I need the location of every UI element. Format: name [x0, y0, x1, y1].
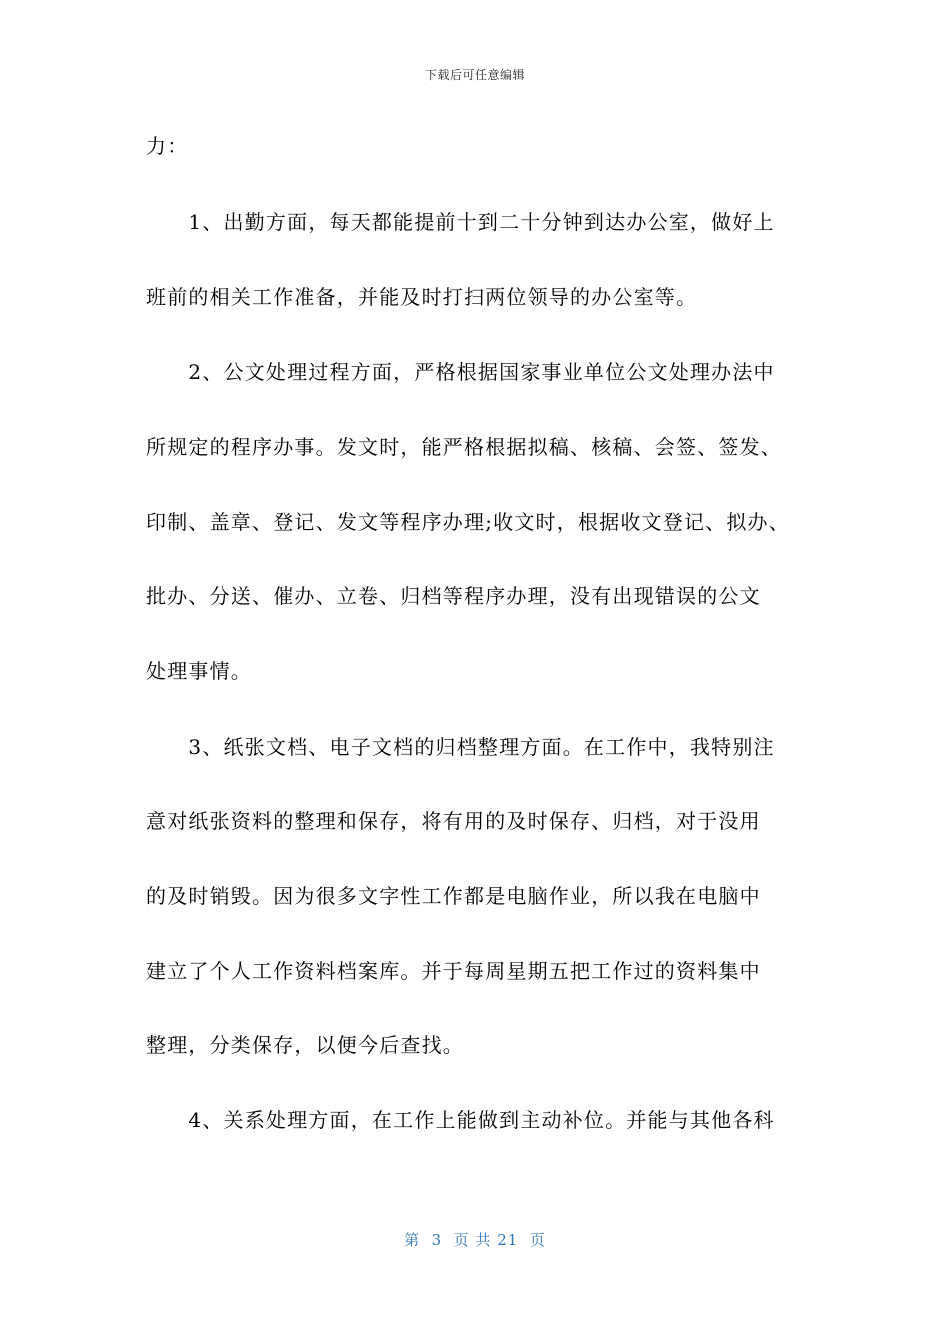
text-line: 2、公文处理过程方面，严格根据国家事业单位公文处理办法中 — [146, 360, 775, 384]
text-line: 4、关系处理方面，在工作上能做到主动补位。并能与其他各科 — [146, 1108, 775, 1132]
text-line: 力： — [146, 134, 189, 158]
text-line: 3、纸张文档、电子文档的归档整理方面。在工作中，我特别注 — [146, 735, 775, 759]
header-note: 下载后可任意编辑 — [424, 68, 525, 82]
text-line: 班前的相关工作准备，并能及时打扫两位领导的办公室等。 — [146, 285, 698, 309]
text-line: 建立了个人工作资料档案库。并于每周星期五把工作过的资料集中 — [146, 959, 761, 983]
text-line: 所规定的程序办事。发文时，能严格根据拟稿、核稿、会签、签发、 — [146, 435, 782, 459]
text-line: 1、出勤方面，每天都能提前十到二十分钟到达办公室，做好上 — [146, 210, 775, 234]
page-number-footer: 第 3 页 共 21 页 — [404, 1231, 546, 1249]
text-line: 处理事情。 — [146, 659, 252, 683]
text-line: 的及时销毁。因为很多文字性工作都是电脑作业，所以我在电脑中 — [146, 884, 761, 908]
text-line: 整理，分类保存，以便今后查找。 — [146, 1033, 464, 1057]
text-line: 印制、盖章、登记、发文等程序办理;收文时，根据收文登记、拟办、 — [146, 510, 790, 534]
text-line: 意对纸张资料的整理和保存，将有用的及时保存、归档，对于没用 — [146, 809, 761, 833]
text-line: 批办、分送、催办、立卷、归档等程序办理，没有出现错误的公文 — [146, 584, 761, 608]
